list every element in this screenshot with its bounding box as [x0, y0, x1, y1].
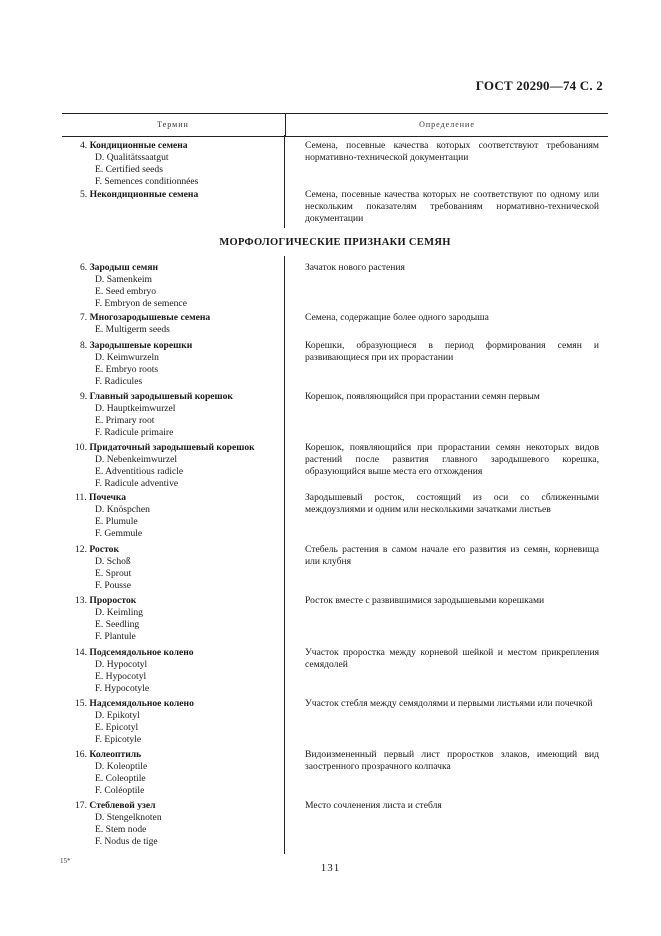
term-translation: E. Stem node: [95, 824, 147, 835]
term-column: [62, 140, 282, 188]
term-translation: D. Keimwurzeln: [95, 352, 159, 363]
term-definition: Участок проростка между корневой шейкой и местом прикрепления семядолей: [305, 647, 599, 670]
term-translation: E. Primary root: [95, 415, 155, 426]
term-translation: E. Seedling: [95, 619, 140, 630]
term-number: 10.: [75, 442, 87, 453]
term-number: 17.: [75, 800, 87, 811]
term-translation: D. Koleoptile: [95, 761, 148, 772]
term-translation: E. Epicotyl: [95, 722, 139, 733]
term-number: 13.: [75, 595, 87, 606]
column-divider-bottom: [284, 256, 285, 854]
term-translation: D. Keimling: [95, 607, 143, 618]
term-heading: [62, 189, 282, 201]
term-translation: E. Sprout: [95, 568, 132, 579]
term-name: Почечка: [89, 492, 127, 503]
term-definition: Участок стебля между семядолями и первыми листьями или почечкой: [305, 698, 593, 709]
term-name: Надсемядольное колено: [89, 698, 194, 709]
term-translation: F. Hypocotyle: [95, 683, 150, 694]
page-number: 131: [320, 862, 341, 874]
term-column: [62, 749, 282, 797]
term-column: [62, 544, 282, 592]
term-column: [62, 595, 282, 643]
term-definition: Стебель растения в самом начале его развития из семян, корневища или клубня: [305, 544, 599, 567]
term-translation: F. Gemmule: [95, 528, 143, 539]
term-heading: [62, 391, 282, 403]
term-number: 8.: [80, 340, 88, 351]
term-name: Подсемядольное колено: [89, 647, 194, 658]
term-column: [62, 340, 282, 388]
term-name: Росток: [89, 544, 119, 555]
term-translation: D. Hauptkeimwurzel: [95, 403, 176, 414]
term-translation: D. Knöspchen: [95, 504, 150, 515]
term-translation: E. Adventitious radicle: [95, 466, 184, 477]
term-column: [62, 391, 282, 439]
term-name: Зародышевые корешки: [89, 340, 193, 351]
term-number: 7.: [80, 312, 88, 323]
term-column: [62, 312, 282, 336]
term-column: [62, 189, 282, 201]
term-name: Колеоптиль: [89, 749, 142, 760]
term-heading: [62, 492, 282, 504]
term-translation: E. Multigerm seeds: [95, 324, 170, 335]
term-column: [62, 492, 282, 540]
term-name: Проросток: [89, 595, 137, 606]
term-number: 6.: [80, 262, 88, 273]
term-translation: D. Nebenkeimwurzel: [95, 454, 178, 465]
column-divider-top: [284, 135, 285, 228]
term-heading: [62, 442, 282, 454]
term-translation: F. Radicule adventive: [95, 478, 179, 489]
document-reference: ГОСТ 20290—74 С. 2: [475, 78, 603, 93]
term-name: Главный зародышевый корешок: [89, 391, 233, 402]
term-name: Многозародышевые семена: [89, 312, 211, 323]
term-translation: F. Radicule primaire: [95, 427, 174, 438]
term-number: 5.: [80, 189, 88, 200]
term-translation: E. Embryo roots: [95, 364, 159, 375]
term-translation: F. Pousse: [95, 580, 132, 591]
term-translation: D. Qualitätssaatgut: [95, 152, 169, 163]
term-number: 14.: [75, 647, 87, 658]
term-heading: [62, 749, 282, 761]
term-number: 11.: [75, 492, 87, 503]
term-name: Некондиционные семена: [89, 189, 199, 200]
term-translation: E. Hypocotyl: [95, 671, 147, 682]
term-definition: Зачаток нового растения: [305, 262, 405, 273]
term-translation: E. Certified seeds: [95, 164, 163, 175]
term-definition: Место сочленения листа и стебля: [305, 800, 442, 811]
column-header-term: Термин: [157, 120, 189, 129]
column-header-definition: Определение: [285, 114, 608, 136]
term-translation: F. Coléoptile: [95, 785, 145, 796]
section-title: МОРФОЛОГИЧЕСКИЕ ПРИЗНАКИ СЕМЯН: [219, 237, 451, 248]
term-number: 4.: [80, 140, 88, 151]
term-translation: F. Radicules: [95, 376, 143, 387]
term-column: [62, 262, 282, 310]
term-heading: [62, 544, 282, 556]
term-heading: [62, 800, 282, 812]
term-translation: D. Epikotyl: [95, 710, 140, 721]
term-translation: E. Seed embryo: [95, 286, 157, 297]
term-translation: F. Nodus de tige: [95, 836, 158, 847]
term-definition: Зародышевый росток, состоящий из оси со сближенными междоузлиями и одним или несколькими зачатками листьев: [305, 492, 599, 515]
term-heading: [62, 698, 282, 710]
term-definition: Корешок, появляющийся при прорастании семян некоторых видов растений после развития главного зародышевого корешка, образующийся выше места его отхождения: [305, 442, 599, 477]
term-translation: D. Schoß: [95, 556, 131, 567]
term-translation: F. Embryon de semence: [95, 298, 187, 309]
term-heading: [62, 312, 282, 324]
term-heading: [62, 340, 282, 352]
term-definition: Росток вместе с развившимися зародышевыми корешками: [305, 595, 545, 606]
term-definition: Видоизмененный первый лист проростков злаков, имеющий вид заостренного прозрачного колпачка: [305, 749, 599, 772]
term-name: Стеблевой узел: [89, 800, 156, 811]
term-name: Кондиционные семена: [89, 140, 188, 151]
term-number: 16.: [75, 749, 87, 760]
term-heading: [62, 140, 282, 152]
term-translation: F. Semences conditionnées: [95, 176, 199, 187]
term-translation: E. Coleoptile: [95, 773, 146, 784]
term-column: [62, 442, 282, 490]
term-heading: [62, 595, 282, 607]
term-translation: F. Plantule: [95, 631, 136, 642]
term-name: Придаточный зародышевый корешок: [89, 442, 255, 453]
term-definition: Семена, содержащие более одного зародыша: [305, 312, 489, 323]
term-translation: D. Hypocotyl: [95, 659, 148, 670]
term-number: 15.: [75, 698, 87, 709]
term-column: [62, 800, 282, 848]
term-definition: Семена, посевные качества которых не соответствуют по одному или нескольким показателям требованиям нормативно-технической документации: [305, 189, 599, 224]
term-definition: Корешки, образующиеся в период формирования семян и развивающиеся при их прорастании: [305, 340, 599, 363]
term-translation: E. Plumule: [95, 516, 138, 527]
term-heading: [62, 647, 282, 659]
table-header: [62, 113, 608, 137]
term-definition: Корешок, появляющийся при прорастании семян первым: [305, 391, 540, 402]
term-column: [62, 698, 282, 746]
term-number: 9.: [80, 391, 88, 402]
term-definition: Семена, посевные качества которых соответствуют требованиям нормативно-технической документации: [305, 140, 599, 163]
footer-mark: 15*: [60, 857, 71, 865]
term-translation: D. Samenkeim: [95, 274, 153, 285]
term-heading: [62, 262, 282, 274]
term-name: Зародыш семян: [89, 262, 159, 273]
term-column: [62, 647, 282, 695]
term-translation: D. Stengelknoten: [95, 812, 162, 823]
term-number: 12.: [75, 544, 87, 555]
term-translation: F. Epicotyle: [95, 734, 142, 745]
